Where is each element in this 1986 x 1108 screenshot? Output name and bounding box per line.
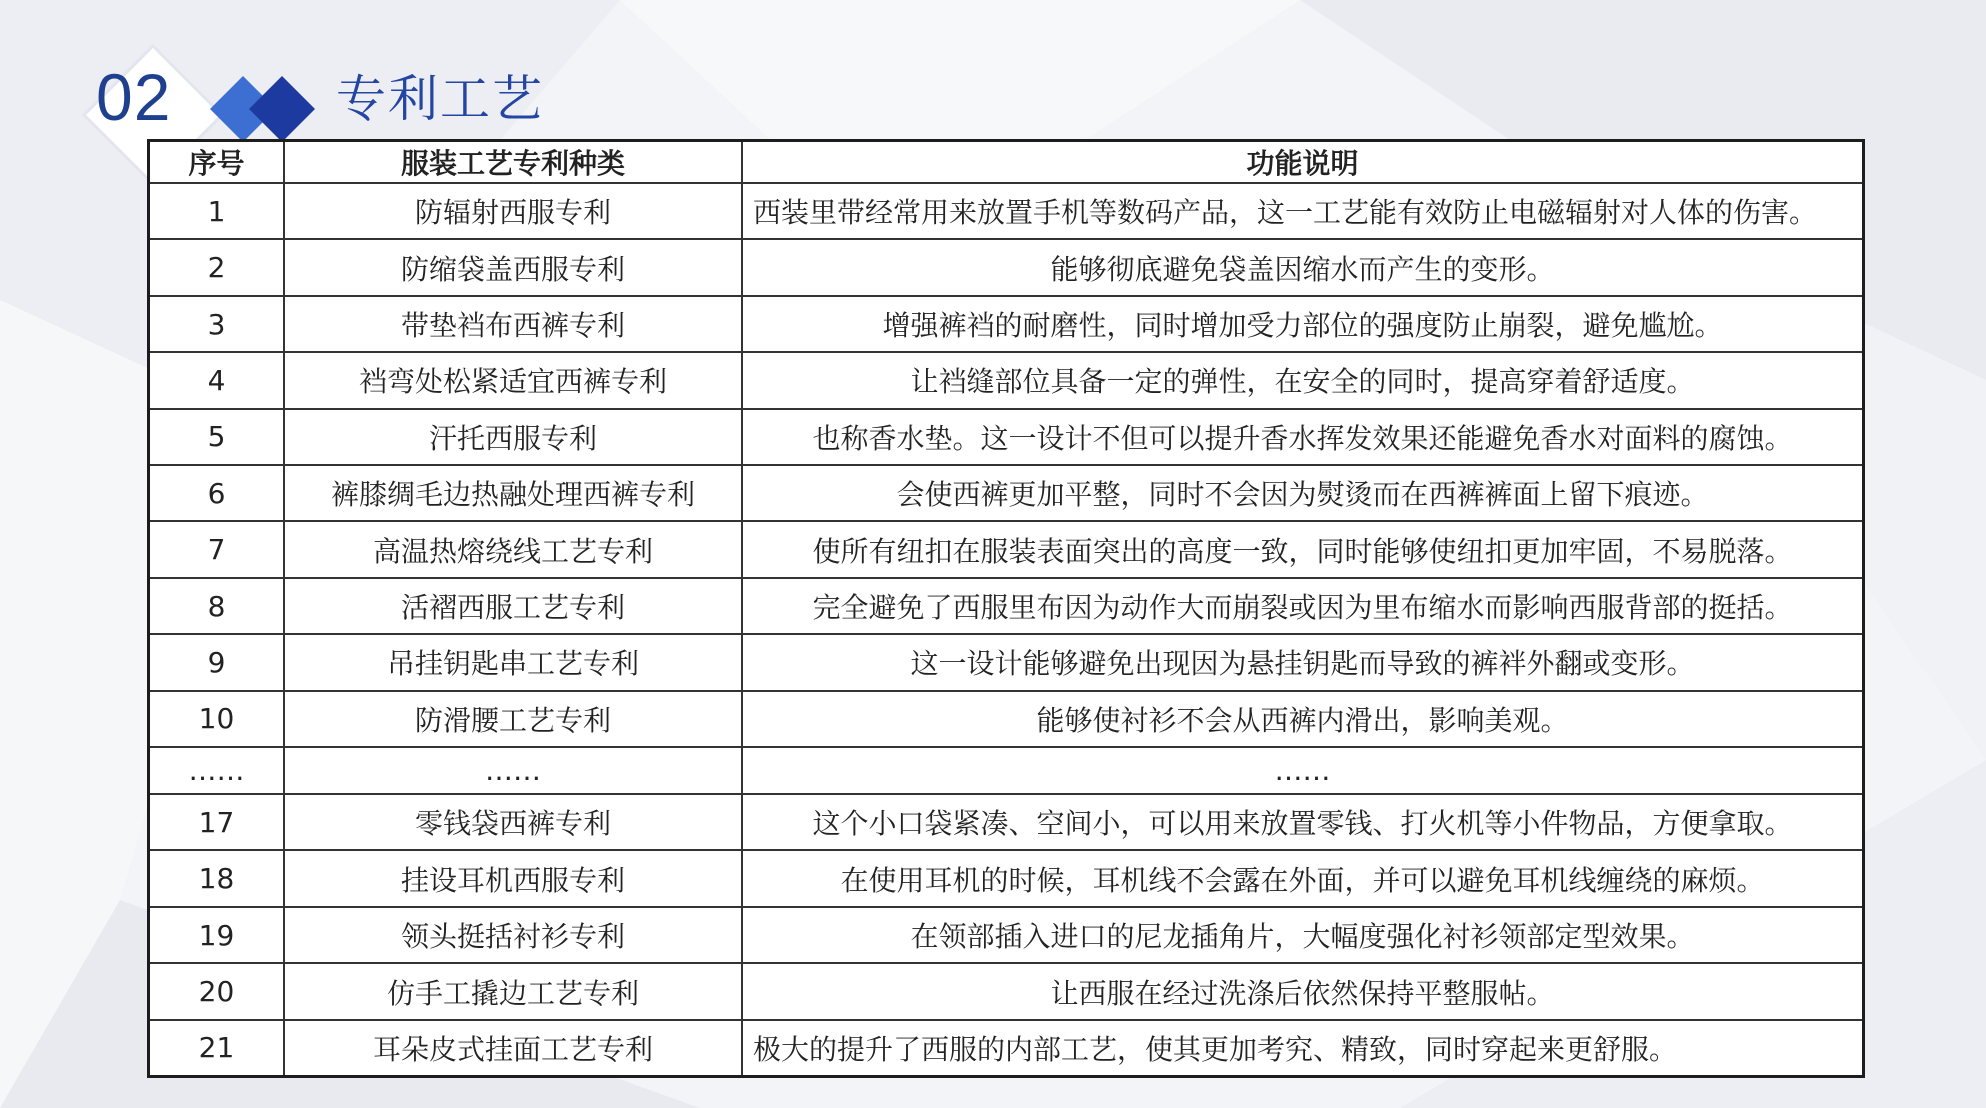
row-patent-type: 裤膝绸毛边热融处理西裤专利: [284, 465, 742, 521]
row-index: 5: [150, 409, 284, 465]
table-row: [150, 850, 1862, 906]
row-patent-type: 防缩袋盖西服专利: [284, 239, 742, 295]
row-function: 会使西裤更加平整，同时不会因为熨烫而在西裤裤面上留下痕迹。: [742, 465, 1862, 521]
table-row: [150, 578, 1862, 634]
table-row: [150, 183, 1862, 239]
row-function: 极大的提升了西服的内部工艺，使其更加考究、精致，同时穿起来更舒服。: [742, 1020, 1862, 1075]
patent-table-grid: [150, 142, 1862, 1075]
row-index: ……: [150, 747, 284, 794]
row-index: 21: [150, 1020, 284, 1075]
row-index: 4: [150, 352, 284, 408]
table-row-ellipsis: [150, 747, 1862, 794]
row-patent-type: 零钱袋西裤专利: [284, 794, 742, 850]
row-function: 这一设计能够避免出现因为悬挂钥匙而导致的裤袢外翻或变形。: [742, 634, 1862, 690]
row-patent-type: 裆弯处松紧适宜西裤专利: [284, 352, 742, 408]
patent-table: [147, 139, 1865, 1078]
table-row: [150, 691, 1862, 747]
row-function: 能够彻底避免袋盖因缩水而产生的变形。: [742, 239, 1862, 295]
row-function: ……: [742, 747, 1862, 794]
column-header-index: 序号: [150, 142, 284, 183]
table-row: [150, 634, 1862, 690]
row-patent-type: 领头挺括衬衫专利: [284, 907, 742, 963]
row-index: 1: [150, 183, 284, 239]
table-header-row: [150, 142, 1862, 183]
row-patent-type: 防辐射西服专利: [284, 183, 742, 239]
row-index: 18: [150, 850, 284, 906]
table-row: [150, 409, 1862, 465]
table-row: [150, 352, 1862, 408]
row-function: 完全避免了西服里布因为动作大而崩裂或因为里布缩水而影响西服背部的挺括。: [742, 578, 1862, 634]
row-function: 让西服在经过洗涤后依然保持平整服帖。: [742, 963, 1862, 1019]
row-patent-type: 耳朵皮式挂面工艺专利: [284, 1020, 742, 1075]
row-patent-type: 带垫裆布西裤专利: [284, 296, 742, 352]
row-function: 这个小口袋紧凑、空间小，可以用来放置零钱、打火机等小件物品，方便拿取。: [742, 794, 1862, 850]
row-function: 能够使衬衫不会从西裤内滑出，影响美观。: [742, 691, 1862, 747]
row-patent-type: 吊挂钥匙串工艺专利: [284, 634, 742, 690]
column-header-patent-type: 服装工艺专利种类: [284, 142, 742, 183]
row-patent-type: 活褶西服工艺专利: [284, 578, 742, 634]
diamond-icon: [210, 76, 315, 142]
column-header-function: 功能说明: [742, 142, 1862, 183]
row-patent-type: ……: [284, 747, 742, 794]
row-index: 17: [150, 794, 284, 850]
table-row: [150, 465, 1862, 521]
row-index: 19: [150, 907, 284, 963]
row-patent-type: 仿手工撬边工艺专利: [284, 963, 742, 1019]
table-row: [150, 296, 1862, 352]
table-row: [150, 963, 1862, 1019]
header: [0, 0, 1986, 140]
row-patent-type: 高温热熔绕线工艺专利: [284, 521, 742, 577]
row-function: 西装里带经常用来放置手机等数码产品，这一工艺能有效防止电磁辐射对人体的伤害。: [742, 183, 1862, 239]
table-row: [150, 794, 1862, 850]
row-index: 6: [150, 465, 284, 521]
table-row: [150, 1020, 1862, 1075]
row-function: 也称香水垫。这一设计不但可以提升香水挥发效果还能避免香水对面料的腐蚀。: [742, 409, 1862, 465]
row-index: 8: [150, 578, 284, 634]
table-row: [150, 521, 1862, 577]
section-number: 02: [96, 60, 172, 134]
table-row: [150, 907, 1862, 963]
row-function: 在领部插入进口的尼龙插角片，大幅度强化衬衫领部定型效果。: [742, 907, 1862, 963]
row-patent-type: 汗托西服专利: [284, 409, 742, 465]
row-patent-type: 防滑腰工艺专利: [284, 691, 742, 747]
row-patent-type: 挂设耳机西服专利: [284, 850, 742, 906]
row-function: 在使用耳机的时候，耳机线不会露在外面，并可以避免耳机线缠绕的麻烦。: [742, 850, 1862, 906]
row-index: 20: [150, 963, 284, 1019]
page-title: 专利工艺: [336, 70, 544, 128]
row-index: 7: [150, 521, 284, 577]
row-index: 3: [150, 296, 284, 352]
row-function: 使所有纽扣在服装表面突出的高度一致，同时能够使纽扣更加牢固，不易脱落。: [742, 521, 1862, 577]
row-index: 9: [150, 634, 284, 690]
row-function: 增强裤裆的耐磨性，同时增加受力部位的强度防止崩裂，避免尴尬。: [742, 296, 1862, 352]
row-index: 2: [150, 239, 284, 295]
row-function: 让裆缝部位具备一定的弹性，在安全的同时，提高穿着舒适度。: [742, 352, 1862, 408]
table-row: [150, 239, 1862, 295]
row-index: 10: [150, 691, 284, 747]
